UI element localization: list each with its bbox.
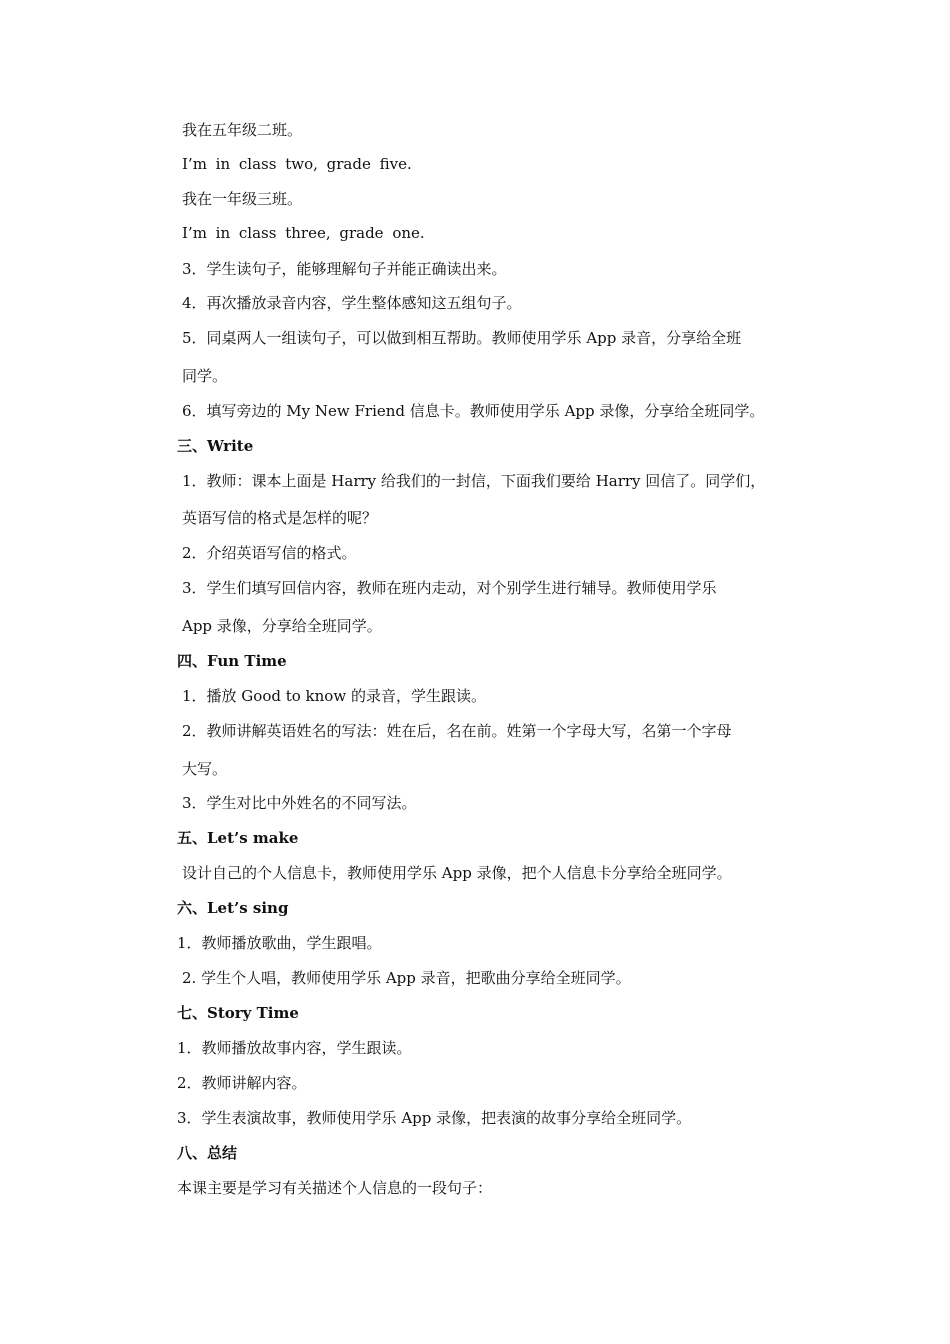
step-3-read-sentences: 3．学生读句子，能够理解句子并能正确读出来。 xyxy=(182,260,507,278)
step-6-info-card: 6．填写旁边的 My New Friend 信息卡。教师使用学乐 App 录像，分享给全班同学。 xyxy=(182,402,765,420)
write-step-3-continuation: App 录像，分享给全班同学。 xyxy=(182,617,382,635)
fun-time-step-1: 1．播放 Good to know 的录音，学生跟读。 xyxy=(182,687,486,705)
fun-time-step-2: 2．教师讲解英语姓名的写法：姓在后，名在前。姓第一个字母大写，名第一个字母 xyxy=(182,722,732,740)
story-time-step-3: 3．学生表演故事，教师使用学乐 App 录像，把表演的故事分享给全班同学。 xyxy=(177,1109,692,1127)
sentence-english-grade-one: I’m in class three, grade one. xyxy=(182,224,425,242)
sentence-english-grade-five: I’m in class two, grade five. xyxy=(182,155,412,173)
section-heading-summary: 八、总结 xyxy=(177,1144,238,1162)
write-step-1-continuation: 英语写信的格式是怎样的呢？ xyxy=(182,509,378,527)
section-heading-lets-sing: 六、Let’s sing xyxy=(177,899,289,917)
lets-make-text: 设计自己的个人信息卡，教师使用学乐 App 录像，把个人信息卡分享给全班同学。 xyxy=(182,864,732,882)
sentence-chinese-grade-five: 我在五年级二班。 xyxy=(182,121,303,139)
story-time-step-1: 1．教师播放故事内容，学生跟读。 xyxy=(177,1039,412,1057)
section-heading-story-time: 七、Story Time xyxy=(177,1004,299,1022)
section-heading-lets-make: 五、Let’s make xyxy=(177,829,299,847)
fun-time-step-3: 3．学生对比中外姓名的不同写法。 xyxy=(182,794,417,812)
sentence-chinese-grade-one: 我在一年级三班。 xyxy=(182,190,303,208)
write-step-3: 3．学生们填写回信内容，教师在班内走动，对个别学生进行辅导。教师使用学乐 xyxy=(182,579,717,597)
lets-sing-step-1: 1．教师播放歌曲，学生跟唱。 xyxy=(177,934,382,952)
write-step-2: 2．介绍英语写信的格式。 xyxy=(182,544,357,562)
step-5-pair-reading: 5．同桌两人一组读句子，可以做到相互帮助。教师使用学乐 App 录音，分享给全班 xyxy=(182,329,742,347)
step-5-continuation: 同学。 xyxy=(182,367,228,385)
write-step-1: 1．教师：课本上面是 Harry 给我们的一封信，下面我们要给 Harry 回信了。同学们， xyxy=(182,472,766,490)
summary-text: 本课主要是学习有关描述个人信息的一段句子： xyxy=(177,1179,493,1197)
story-time-step-2: 2．教师讲解内容。 xyxy=(177,1074,307,1092)
section-heading-fun-time: 四、Fun Time xyxy=(177,652,287,670)
lets-sing-step-2: 2. 学生个人唱，教师使用学乐 App 录音，把歌曲分享给全班同学。 xyxy=(182,969,631,987)
step-4-replay-recording: 4．再次播放录音内容，学生整体感知这五组句子。 xyxy=(182,294,522,312)
fun-time-step-2-continuation: 大写。 xyxy=(182,760,228,778)
section-heading-write: 三、Write xyxy=(177,437,254,455)
